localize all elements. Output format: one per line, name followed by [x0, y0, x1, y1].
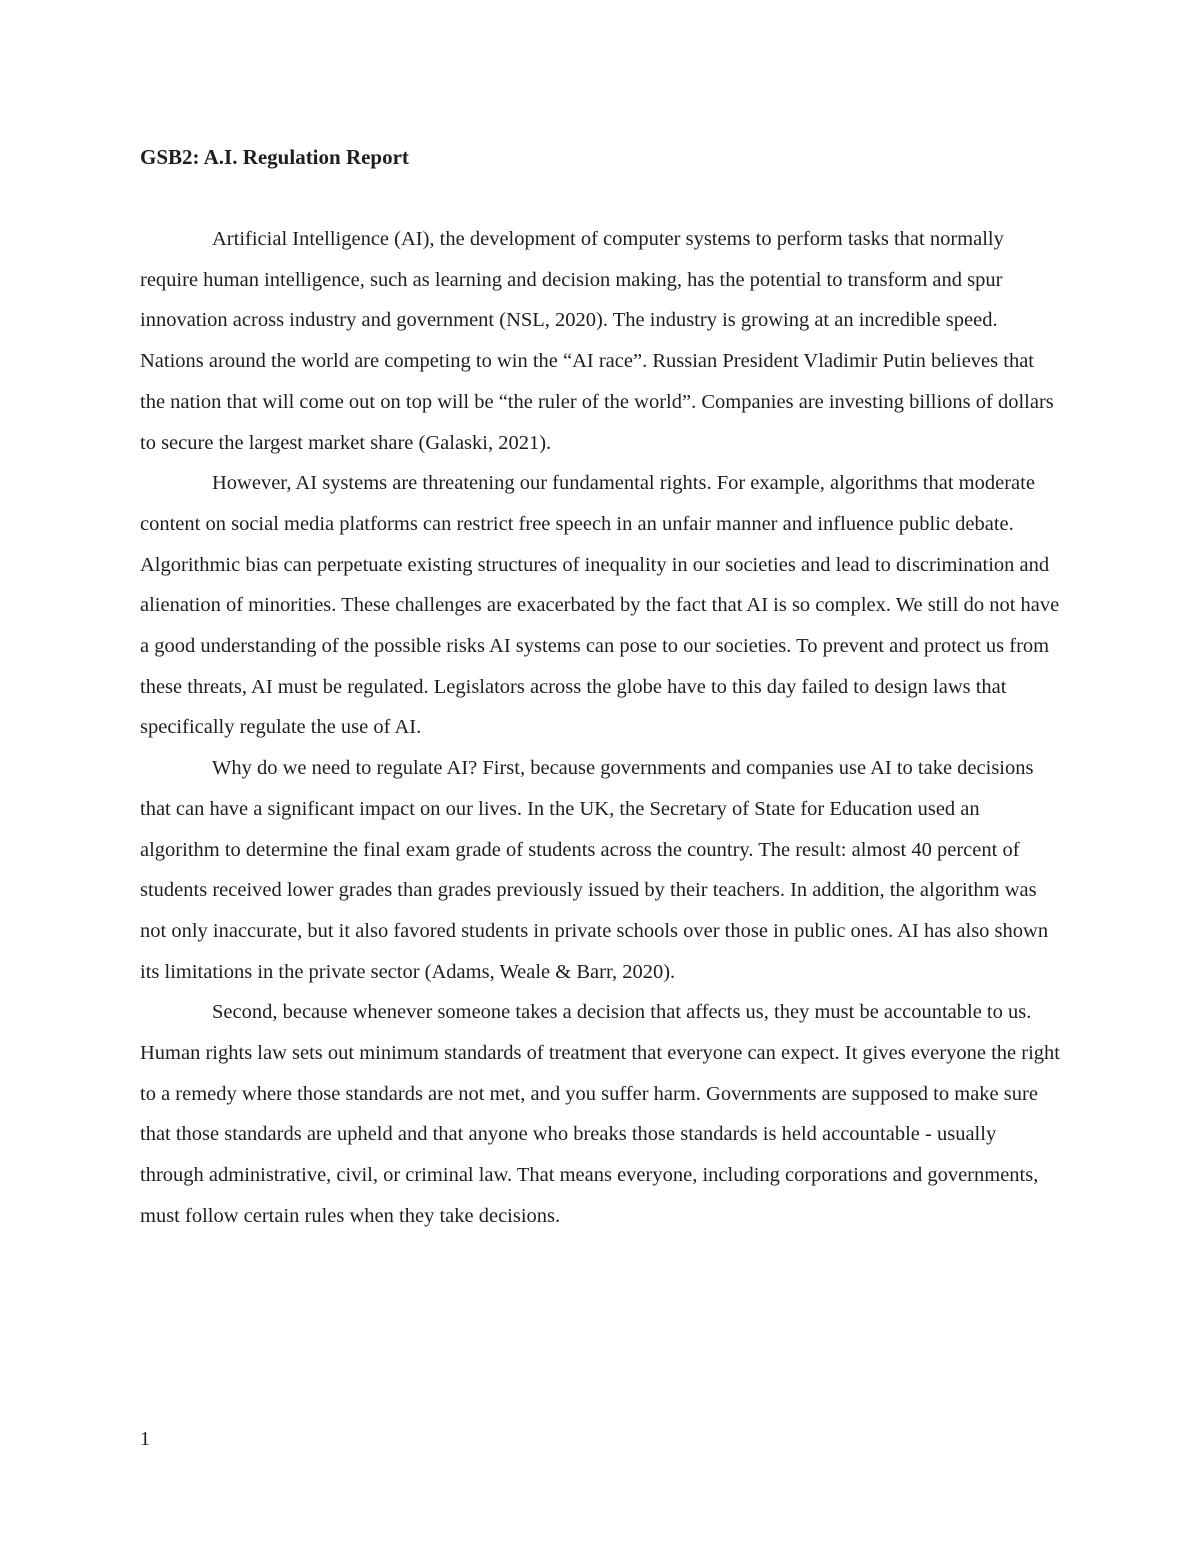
- paragraph-intro: Artificial Intelligence (AI), the development of computer systems to perform tasks that normally require human intelligence, such as learning and decision making, has the potential to transform and spur innovation across industry and government (NSL, 2020). The industry is growing at an incredible speed. Nations around the world are competing to win the “AI race”. Russian President Vladimir Putin believes that the nation that will come out on top will be “the ruler of the world”. Companies are investing billions of dollars to secure the largest market share (Galaski, 2021).: [140, 228, 1054, 454]
- paragraph-rights-threats: However, AI systems are threatening our fundamental rights. For example, algorithms that moderate content on social media platforms can restrict free speech in an unfair manner and influence public debate. Algorithmic bias can perpetuate existing structures of inequality in our societies and lead to discrimination and alienation of minorities. These challenges are exacerbated by the fact that AI is so complex. We still do not have a good understanding of the possible risks AI systems can pose to our societies. To prevent and protect us from these threats, AI must be regulated. Legislators across the globe have to this day failed to design laws that specifically regulate the use of AI.: [140, 472, 1060, 739]
- document-title: GSB2: A.I. Regulation Report: [140, 145, 409, 169]
- page-number: 1: [140, 1428, 150, 1450]
- document-body: [140, 219, 1060, 1237]
- paragraph-why-regulate: Why do we need to regulate AI? First, because governments and companies use AI to take decisions that can have a significant impact on our lives. In the UK, the Secretary of State for Education used an algorithm to determine the final exam grade of students across the country. The result: almost 40 percent of students received lower grades than grades previously issued by their teachers. In addition, the algorithm was not only inaccurate, but it also favored students in private schools over those in public ones. AI has also shown its limitations in the private sector (Adams, Weale & Barr, 2020).: [140, 757, 1049, 983]
- paragraph-accountability: Second, because whenever someone takes a decision that affects us, they must be accountable to us. Human rights law sets out minimum standards of treatment that everyone can expect. It gives everyone the right to a remedy where those standards are not met, and you suffer harm. Governments are supposed to make sure that those standards are upheld and that anyone who breaks those standards is held accountable - usually through administrative, civil, or criminal law. That means everyone, including corporations and governments, must follow certain rules when they take decisions.: [140, 1001, 1060, 1227]
